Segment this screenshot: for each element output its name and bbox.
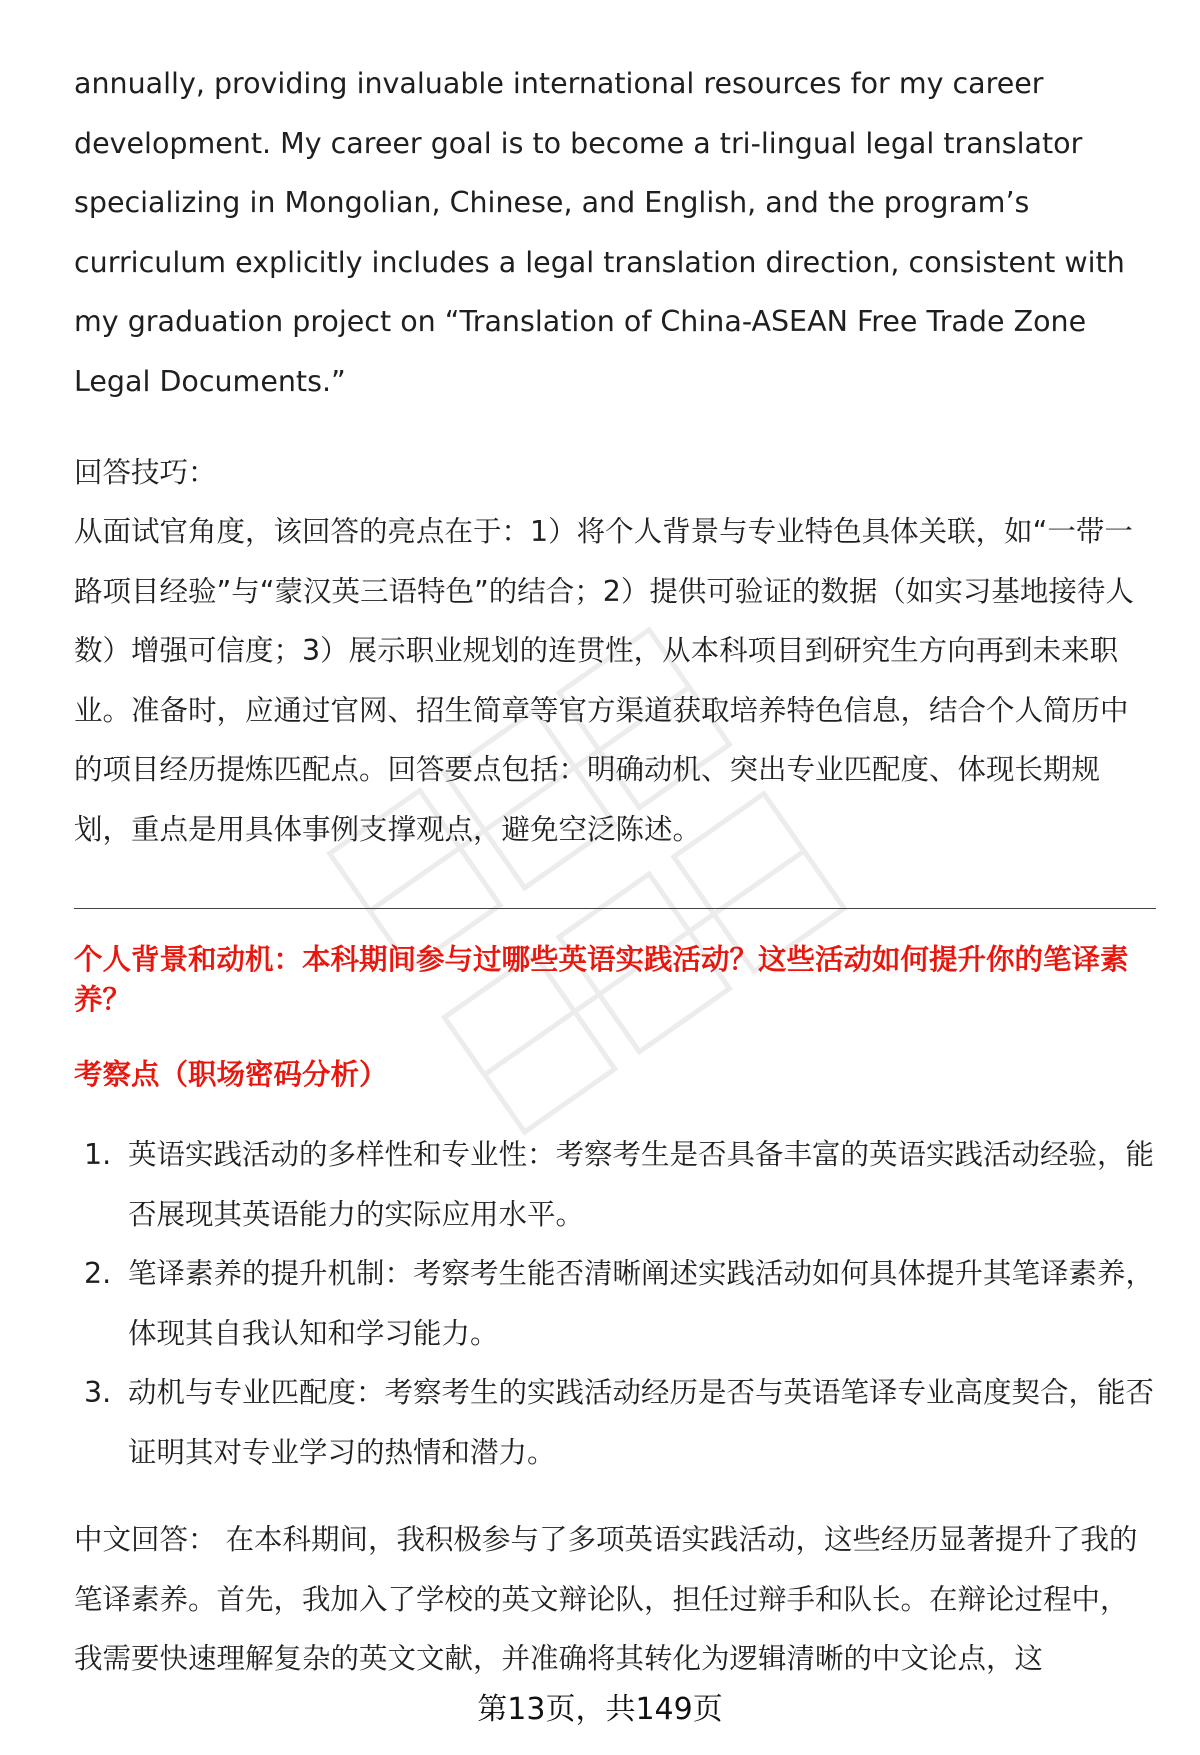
tips-label: 回答技巧：: [74, 456, 217, 489]
tips-paragraph: 从面试官角度，该回答的亮点在于：1）将个人背景与专业特色具体关联，如“一带一路项目经验”与“蒙汉英三语特色”的结合；2）提供可验证的数据（如实习基地接待人数）增强可信度；3）展示职业规划的连贯性，从本科项目到研究生方向再到未来职业。准备时，应通过官网、招生简章等官方渠道获取培养特色信息，结合个人简历中的项目经历提炼匹配点。回答要点包括：明确动机、突出专业匹配度、体现长期规划，重点是用具体事例支撑观点，避免空泛陈述。: [74, 515, 1134, 846]
list-item-text: 笔译素养的提升机制：考察考生能否清晰阐述实践活动如何具体提升其笔译素养，体现其自我认知和学习能力。: [128, 1257, 1155, 1350]
points-heading: 考察点（职场密码分析）: [74, 1058, 388, 1091]
section-divider: [74, 908, 1156, 909]
list-item: [74, 1363, 1154, 1482]
list-item-text: 动机与专业匹配度：考察考生的实践活动经历是否与英语笔译专业高度契合，能否证明其对专业学习的热情和潜力。: [128, 1376, 1155, 1469]
list-item: [74, 1244, 1154, 1363]
intro-paragraph: annually, providing invaluable international resources for my career development. My career goal is to become a tri-lingual legal translator specializing in Mongolian, Chinese, and English, and the program’s curriculum explicitly includes a legal translation direction, consistent with my graduation project on “Translation of China-ASEAN Free Trade Zone Legal Documents.”: [74, 67, 1125, 398]
list-item-text: 英语实践活动的多样性和专业性：考察考生是否具备丰富的英语实践活动经验，能否展现其英语能力的实际应用水平。: [128, 1138, 1155, 1231]
list-item-number: 2.: [84, 1257, 112, 1290]
points-list: [74, 1125, 1154, 1482]
answer-paragraph: 中文回答： 在本科期间，我积极参与了多项英语实践活动，这些经历显著提升了我的笔译素养。首先，我加入了学校的英文辩论队，担任过辩手和队长。在辩论过程中，我需要快速理解复杂的英文文献，并准确将其转化为逻辑清晰的中文论点，这: [74, 1523, 1138, 1675]
list-item: [74, 1125, 1154, 1244]
list-item-number: 1.: [84, 1138, 112, 1171]
list-item-number: 3.: [84, 1376, 112, 1409]
page-number-footer: 第13页，共149页: [477, 1692, 723, 1727]
question-heading: 个人背景和动机：本科期间参与过哪些英语实践活动？这些活动如何提升你的笔译素养？: [74, 943, 1129, 1016]
